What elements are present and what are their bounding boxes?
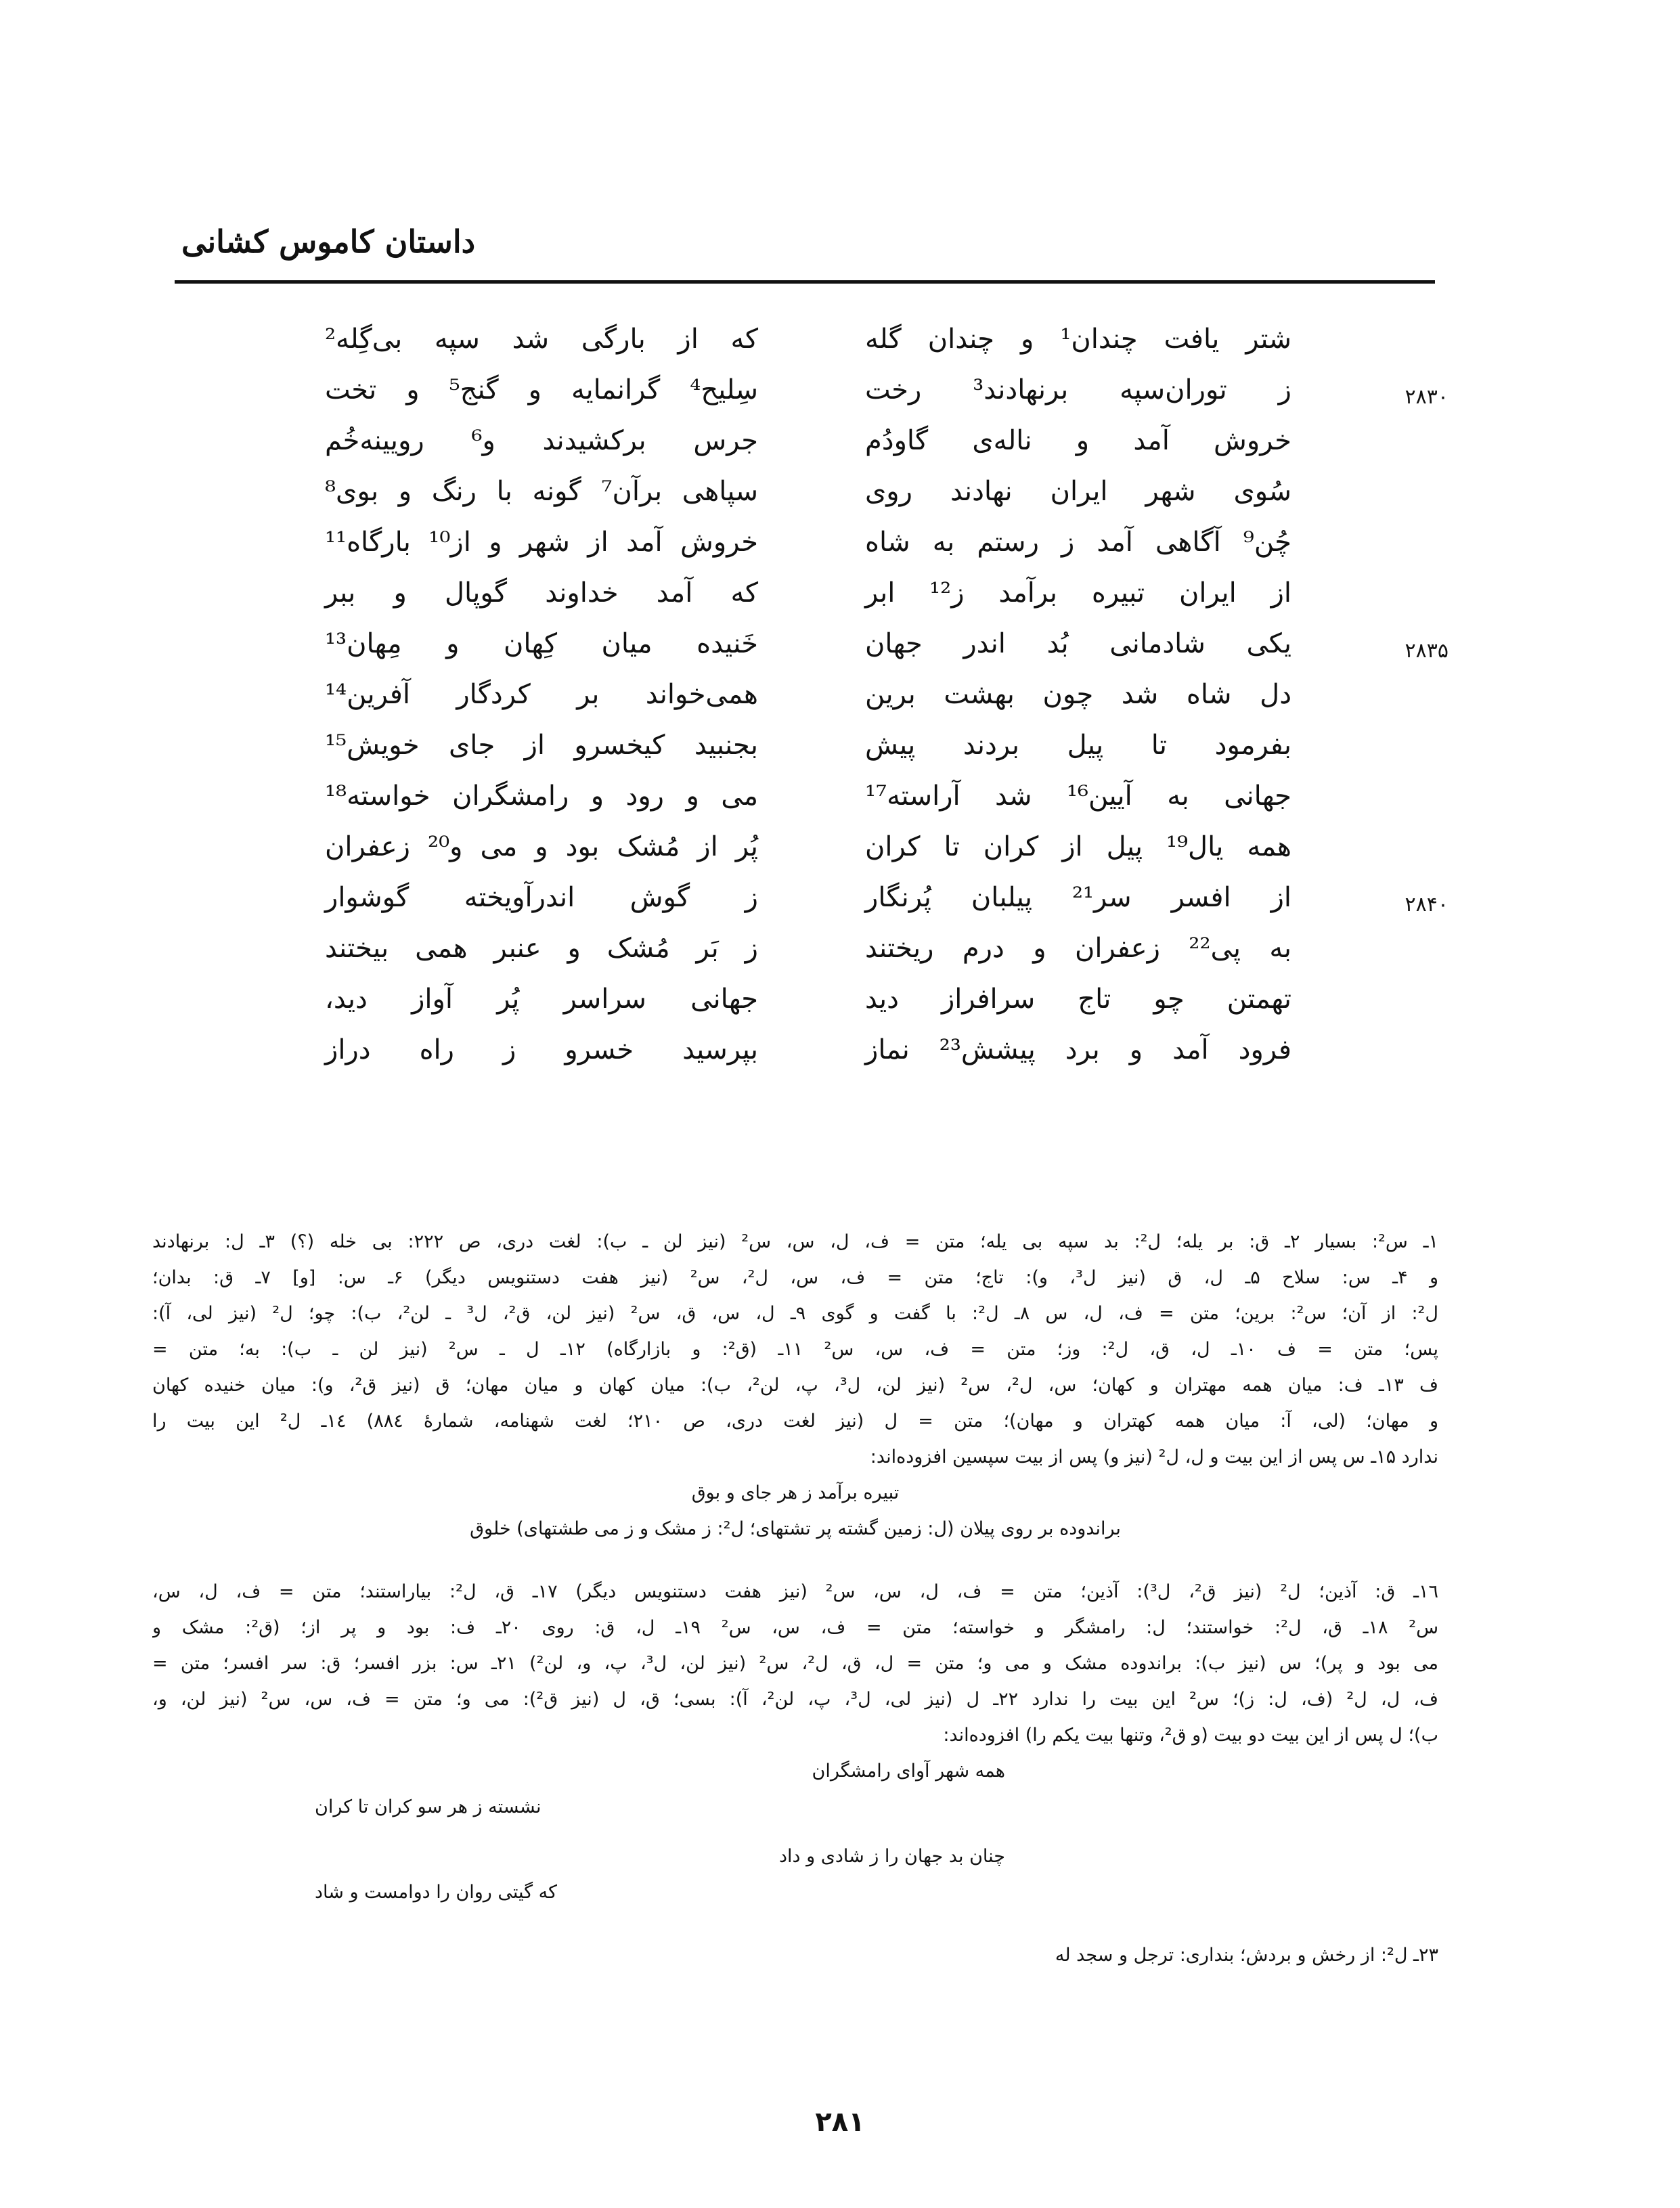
footnote-added-verse: نشسته ز هر سو کران تا کران	[315, 1796, 541, 1817]
footnote-line: و ۴ـ س: سلاح ۵ـ ل، ق (نیز ل³، و): تاج؛ متن = ف، س، ل²، س² (نیز هفت دستنویس دیگر) ۶ـ س: [و] ۷ـ ق: بدان؛	[152, 1267, 1438, 1288]
verse-row	[284, 374, 1449, 425]
hemistich-first: جهانی به آیین¹⁶ شد آراسته¹⁷	[865, 780, 1291, 812]
footnote-line: ۲۳ـ ل²: از رخش و بردش؛ بنداری: ترجل و سجد له	[1055, 1945, 1438, 1966]
verse-number: ۲۸۳۵	[1405, 639, 1449, 663]
footnote-line: می بود و پر)؛ س (نیز ب): براندوده مشک و می و؛ متن = ل، ق، ل²، س² (نیز لن، ل³، پ، و، لن²) ۲۱ـ س: بزر افسر؛ ق: سر افسر؛ متن =	[152, 1653, 1438, 1674]
hemistich-first: همه یال¹⁹ پیل از کران تا کران	[865, 831, 1291, 862]
footnotes	[152, 1224, 1438, 1973]
verse-row	[284, 831, 1449, 882]
hemistich-second: ز گوش اندرآویخته گوشوار	[325, 882, 758, 913]
hemistich-first: سُوی شهر ایران نهادند روی	[865, 476, 1291, 507]
footnote-line: ف ۱۳ـ ف: میان همه مهتران و کهان؛ س، ل²، س² (نیز لن، ل³، پ، لن²، ب): میان کهان و میان مهان؛ ق (نیز ق²، و): میان خنیده کهان	[152, 1375, 1438, 1396]
hemistich-second: بجنبید کیخسرو از جای خویش¹⁵	[325, 730, 758, 761]
verse-row	[284, 730, 1449, 780]
footnote-line: پس؛ متن = ف ۱۰ـ ل، ق، ل²: وز؛ متن = ف، س، س² ۱۱ـ (ق²: و بازارگاه) ۱۲ـ ل ـ س² (نیز لن ـ ب): به؛ متن =	[152, 1339, 1438, 1360]
footnote-line: س² ۱۸ـ ق، ل²: خواستند؛ ل: رامشگر و خواسته؛ متن = ف، س، س² ۱۹ـ ل، ق: روی ۲۰ـ ف: بود و پر از؛ (ق²: مشک و	[152, 1617, 1438, 1638]
hemistich-second: می و رود و رامشگران خواسته¹⁸	[325, 780, 758, 812]
footnote-line: و مهان؛ (لی، آ: میان همه کهتران و مهان)؛ متن = ل (نیز لغت دری، ص ۲۱۰؛ لغت شهنامه، شمارهٔ ۸۸٤) ۱٤ـ ل² این بیت را	[152, 1411, 1438, 1432]
hemistich-first: از ایران تبیره برآمد ز¹² ابر	[865, 577, 1292, 609]
verse-row	[284, 577, 1449, 628]
hemistich-first: بفرمود تا پیل بردند پیش	[865, 730, 1291, 761]
hemistich-second: ز بَر مُشک و عنبر همی بیختند	[325, 933, 758, 964]
page-number: ۲۸۱	[815, 2106, 865, 2138]
hemistich-second: که آمد خداوند گوپال و ببر	[325, 577, 758, 609]
verse-row	[284, 1034, 1449, 1085]
hemistich-second: خروش آمد از شهر و از¹⁰ بارگاه¹¹	[325, 527, 758, 558]
verse-row	[284, 425, 1449, 476]
verse-row	[284, 882, 1449, 933]
footnote-line: ب)؛ ل پس از این بیت دو بیت (و ق²، وتنها بیت یکم را) افزوده‌اند:	[943, 1725, 1438, 1746]
verse-number: ۲۸۴۰	[1405, 893, 1449, 917]
footnote-line: ۱٦ـ ق: آذین؛ ل² (نیز ق²، ل³): آذین؛ متن = ف، ل، س، س² (نیز هفت دستنویس دیگر) ۱۷ـ ق، ل²: بیاراستند؛ متن = ف، ل، س،	[152, 1581, 1438, 1602]
verse-row	[284, 679, 1449, 730]
hemistich-second: سپاهی برآن⁷ گونه با رنگ و بوی⁸	[325, 476, 758, 507]
footnote-line: ۱ـ س²: بسیار ۲ـ ق: بر یله؛ ل²: بد سپه بی یله؛ متن = ف، ل، س، س² (نیز لن ـ ب): لغت دری، ص ۲۲۲: بی خله (؟) ۳ـ ل: برنهادند	[152, 1231, 1438, 1252]
footnote-added-verse: براندوده بر روی پیلان (ل: زمین گشته پر تشتهای؛ ل²: ز مشک و ز می طشتهای) خلوق	[470, 1518, 1121, 1539]
hemistich-second: همی‌خواند بر کردگار آفرین¹⁴	[325, 679, 758, 710]
hemistich-first: شتر یافت چندان¹ و چندان گله	[865, 324, 1291, 355]
verse-row	[284, 780, 1449, 831]
verse-row	[284, 984, 1449, 1034]
hemistich-first: ز توران‌سپه برنهادند³ رخت	[865, 374, 1291, 405]
verse-block	[284, 324, 1449, 1085]
footnote-added-verse: که گیتی روان را دوامست و شاد	[315, 1882, 557, 1903]
footnote-added-verse: چنان بد جهان را ز شادی و داد	[778, 1846, 1005, 1867]
footnote-line: ف، ل، ل² (ف، ل: ز)؛ س² این بیت را ندارد ۲۲ـ ل (نیز لی، ل³، پ، لن²، آ): بسی؛ ق، ل (نیز ق²): می و؛ متن = ف، س، س² (نیز لن، و،	[152, 1689, 1438, 1710]
hemistich-second: جرس برکشیدند و⁶ رویینه‌خُم	[325, 425, 759, 456]
hemistich-first: از افسر سر²¹ پیلبان پُرنگار	[865, 882, 1292, 913]
footnote-line: ل²: از آن؛ س²: برین؛ متن = ف، ل، س ۸ـ ل²: با گفت و گوی ۹ـ ل، س، ق، س² (نیز لن، ق²، ل³ ـ لن²، ب): چو؛ ل² (نیز لی، آ):	[152, 1303, 1438, 1324]
footnote-added-verse: تبیره برآمد ز هر جای و بوق	[691, 1482, 900, 1503]
hemistich-first: فرود آمد و برد پیشش²³ نماز	[865, 1034, 1291, 1065]
hemistich-second: سِلیح⁴ گرانمایه و گنج⁵ و تخت	[325, 374, 758, 405]
hemistich-first: خروش آمد و ناله‌ی گاودُم	[865, 425, 1291, 456]
hemistich-second: خَنیده میان کِهان و مِهان¹³	[325, 628, 758, 659]
verse-row	[284, 527, 1449, 577]
hemistich-second: پُر از مُشک بود و می و²⁰ زعفران	[325, 831, 758, 862]
hemistich-first: به پی²² زعفران و درم ریختند	[865, 933, 1292, 964]
footnote-line: ندارد ۱۵ـ س پس از این بیت و ل، ل² (نیز و) پس از بیت سپسین افزوده‌اند:	[870, 1447, 1438, 1467]
hemistich-second: جهانی سراسر پُر آواز دید،	[325, 984, 758, 1015]
verse-number: ۲۸۳۰	[1405, 385, 1449, 409]
hemistich-first: دل شاه شد چون بهشت برین	[865, 679, 1291, 710]
hemistich-second: بپرسید خسرو ز راه دراز	[325, 1034, 758, 1065]
verse-row	[284, 933, 1449, 984]
running-title: داستان کاموس کشانی	[181, 223, 476, 260]
footnote-added-verse: همه شهر آوای رامشگران	[812, 1761, 1005, 1782]
verse-row	[284, 324, 1449, 374]
verse-row	[284, 628, 1449, 679]
verse-row	[284, 476, 1449, 527]
hemistich-first: چُن⁹ آگاهی آمد ز رستم به شاه	[865, 527, 1291, 558]
hemistich-first: تهمتن چو تاج سرافراز دید	[865, 984, 1291, 1015]
hemistich-second: که از بارگی شد سپه بی‌گِله²	[325, 324, 758, 355]
hemistich-first: یکی شادمانی بُد اندر جهان	[865, 628, 1291, 659]
header-rule	[175, 280, 1435, 284]
